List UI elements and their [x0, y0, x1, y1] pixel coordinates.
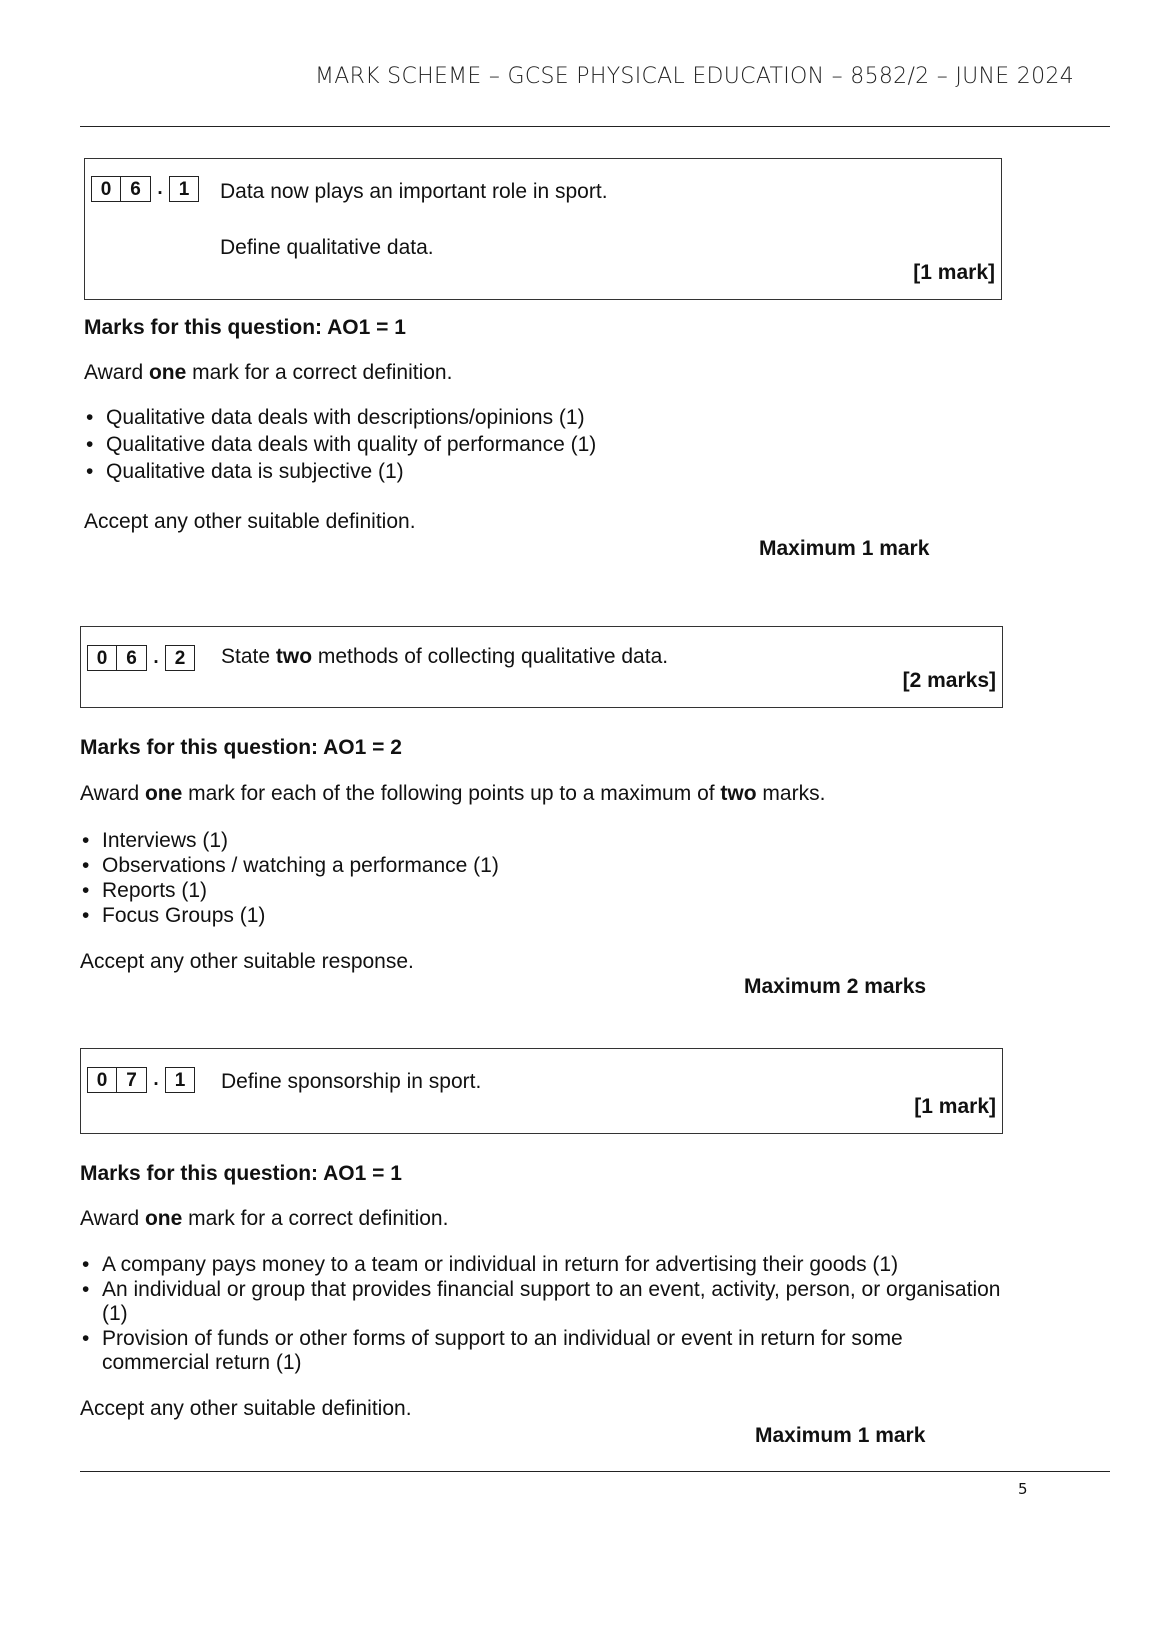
- list-item: • Observations / watching a performance (1): [102, 853, 1080, 878]
- qnum-digit: 7: [117, 1067, 147, 1093]
- question-number: [87, 1067, 195, 1093]
- accept-line: Accept any other suitable definition.: [80, 1397, 412, 1420]
- qnum-digit: 6: [121, 176, 151, 202]
- list-item: • An individual or group that provides financial support to an event, activity, person, or organisation (1): [102, 1278, 1007, 1326]
- list-item: • Focus Groups (1): [102, 903, 1080, 928]
- list-item: • Qualitative data deals with descriptions/opinions (1): [106, 405, 1084, 432]
- list-item: • Qualitative data deals with quality of performance (1): [106, 432, 1084, 459]
- maximum-mark: Maximum 2 marks: [744, 975, 927, 998]
- qnum-digit: 0: [87, 1067, 117, 1093]
- question-prompt: Define qualitative data.: [220, 236, 434, 259]
- question-marks: [1 mark]: [914, 1095, 996, 1118]
- question-text: Define sponsorship in sport.: [221, 1070, 482, 1093]
- list-item: • A company pays money to a team or individual in return for advertising their goods (1): [102, 1253, 1007, 1277]
- ao-line: Marks for this question: AO1 = 2: [80, 736, 402, 759]
- question-text: State two methods of collecting qualitative data.: [221, 645, 669, 668]
- list-item: • Provision of funds or other forms of support to an individual or event in return for some commercial return (1): [102, 1327, 1007, 1375]
- answer-section-06-1: [84, 316, 1084, 534]
- qnum-digit: 0: [87, 645, 117, 671]
- award-line: Award one mark for a correct definition.: [84, 361, 453, 384]
- footer-rule: [80, 1471, 1110, 1472]
- list-item: • Reports (1): [102, 878, 1080, 903]
- qnum-digit: 6: [117, 645, 147, 671]
- question-number: [91, 176, 199, 202]
- accept-line: Accept any other suitable response.: [80, 950, 414, 973]
- answer-list: [84, 405, 1084, 486]
- list-item: • Qualitative data is subjective (1): [106, 459, 1084, 486]
- answer-list: [80, 1253, 1007, 1375]
- maximum-mark: Maximum 1 mark: [759, 537, 930, 560]
- accept-line: Accept any other suitable definition.: [84, 510, 416, 533]
- qnum-dot: .: [153, 1069, 159, 1090]
- qnum-digit: 0: [91, 176, 121, 202]
- question-text: Data now plays an important role in sport.: [220, 180, 608, 203]
- qnum-dot: .: [157, 178, 163, 199]
- header-rule: [80, 126, 1110, 127]
- answer-section-07-1: [80, 1162, 1010, 1421]
- page-header: MARK SCHEME – GCSE PHYSICAL EDUCATION – 8582/2 – JUNE 2024: [314, 64, 1074, 89]
- page-number: 5: [1018, 1480, 1028, 1498]
- question-box-07-1: [80, 1048, 1003, 1134]
- question-marks: [2 marks]: [902, 669, 996, 692]
- list-item: • Interviews (1): [102, 828, 1080, 853]
- qnum-part: 1: [169, 176, 199, 202]
- qnum-part: 1: [165, 1067, 195, 1093]
- qnum-part: 2: [165, 645, 195, 671]
- answer-list: [80, 828, 1080, 928]
- question-number: [87, 645, 195, 671]
- answer-section-06-2: [80, 736, 1080, 974]
- ao-line: Marks for this question: AO1 = 1: [80, 1162, 402, 1185]
- ao-line: Marks for this question: AO1 = 1: [84, 316, 406, 339]
- question-marks: [1 mark]: [913, 261, 995, 284]
- qnum-dot: .: [153, 647, 159, 668]
- question-box-06-2: [80, 626, 1003, 708]
- question-box-06-1: [84, 158, 1002, 300]
- award-line: Award one mark for each of the following points up to a maximum of two marks.: [80, 782, 826, 805]
- award-line: Award one mark for a correct definition.: [80, 1207, 449, 1230]
- maximum-mark: Maximum 1 mark: [755, 1424, 926, 1447]
